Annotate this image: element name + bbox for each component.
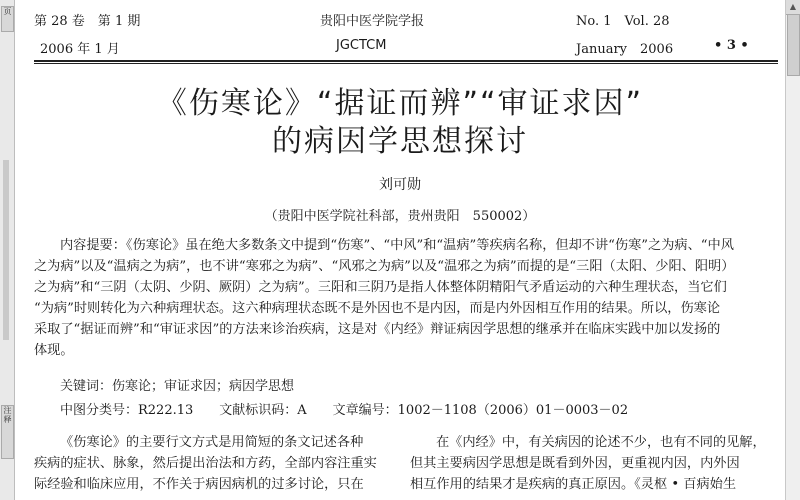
article-title-line-1: 《伤寒论》“据证而辨”“审证求因” — [156, 86, 644, 121]
abstract-line: 采取了“据证而辨”和“审证求因”的方法来诊治疾病，这是对《内经》辩证病因学思想的继承并在临床实践中加以发扬的 — [34, 322, 721, 337]
keywords: 关键词：伤寒论；审证求因；病因学思想 — [60, 379, 295, 394]
body-line: 际经验和临床应用，不作关于病因病机的过多讨论，只在 — [34, 477, 364, 492]
publication-date: 2006 年 1 月 — [40, 42, 120, 57]
side-panel-handle[interactable] — [3, 160, 9, 340]
body-column-right — [410, 432, 780, 495]
body-line: 《伤寒论》的主要行文方式是用简短的条文记述各种 — [60, 435, 364, 450]
header-rule-thin — [34, 63, 778, 64]
author: 刘可勋 — [379, 177, 421, 193]
body-line: 在《内经》中，有关病因的论述不少，也有不同的见解， — [436, 435, 766, 450]
vertical-scrollbar[interactable] — [785, 0, 800, 500]
abstract-line: 之为病”和“三阴（太阴、少阴、厥阴）之为病”。三阳和三阴乃是指人体整体阴精阳气矛盾运动的六种生理状态，当它们 — [34, 280, 727, 295]
abstract-line: 内容提要：《伤寒论》虽在绝大多数条文中提到“伤寒”、“中风”和“温病”等疾病名称，但却不讲“伤寒”之为病、“中风 — [60, 238, 734, 253]
header-rule — [34, 60, 778, 62]
journal-issue-en: No. 1 Vol. 28 — [576, 14, 670, 29]
document-page — [16, 0, 784, 500]
abstract-line: 体现。 — [34, 343, 74, 358]
page-number: • 3 • — [714, 38, 749, 53]
pages-tab[interactable]: 页 — [1, 6, 14, 32]
publication-date-en: January 2006 — [576, 42, 674, 57]
classification-info: 中图分类号：R222.13 文献标识码：A 文章编号：1002－1108（2006）01－0003－02 — [60, 403, 629, 418]
scroll-thumb[interactable] — [787, 14, 800, 76]
body-line: 疾病的症状、脉象，然后提出治法和方药，全部内容注重实 — [34, 456, 377, 471]
abstract-line: “为病”时则转化为六种病理状态。这六种病理状态既不是外因也不是内因，而是内外因相互作用的结果。所以，伤寒论 — [34, 301, 721, 316]
journal-abbrev: JGCTCM — [336, 38, 387, 53]
journal-volume: 第 28 卷 第 1 期 — [34, 14, 141, 29]
body-column-left — [34, 432, 404, 495]
viewer-side-panel — [0, 0, 15, 500]
body-line: 相互作用的结果才是疾病的真正原因。《灵枢 • 百病始生 — [410, 477, 737, 492]
journal-name: 贵阳中医学院学报 — [320, 14, 425, 29]
body-line: 但其主要病因学思想是既看到外因，更重视内因，内外因 — [410, 456, 740, 471]
abstract — [34, 235, 782, 361]
abstract-line: 之为病”以及“温病之为病”，也不讲“寒邪之为病”、“风邪之为病”以及“温邪之为病”而提的是“三阳（太阳、少阳、阳明） — [34, 259, 735, 274]
annotations-tab[interactable]: 注释 — [1, 405, 14, 459]
article-title-line-2: 的病因学思想探讨 — [272, 124, 528, 159]
affiliation: （贵阳中医学院社科部，贵州贵阳 550002） — [264, 209, 536, 224]
scroll-up-arrow-icon[interactable]: ▲ — [786, 0, 800, 15]
